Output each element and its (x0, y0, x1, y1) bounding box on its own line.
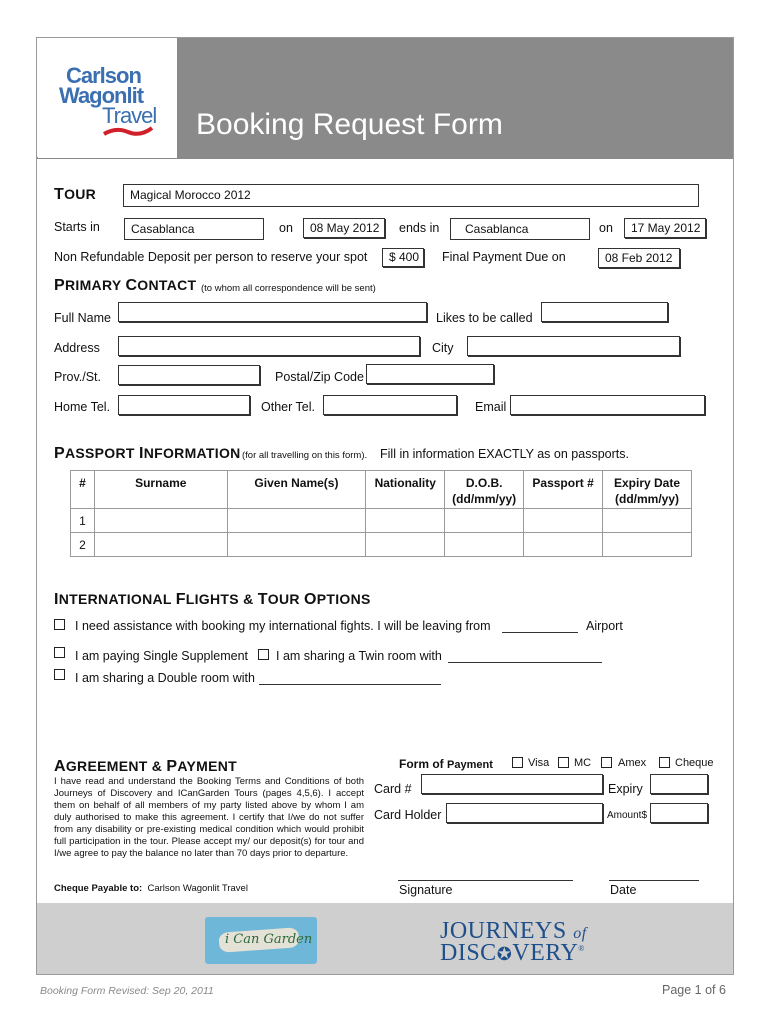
cheque-label: Cheque (675, 757, 714, 769)
expiry-cell[interactable] (603, 533, 692, 557)
col-given-names-header: Given Name(s) (227, 471, 366, 509)
row-number: 1 (71, 509, 95, 533)
col-dob-header: D.O.B. (dd/mm/yy) (445, 471, 524, 509)
logo-line-3: Travel (102, 103, 157, 128)
on-label-2: on (599, 221, 613, 235)
col-expiry-header: Expiry Date (dd/mm/yy) (603, 471, 692, 509)
flight-assistance-label: I need assistance with booking my international fights. I will be leaving from (75, 619, 491, 633)
likes-to-be-called-field[interactable] (541, 302, 668, 322)
prov-field[interactable] (118, 365, 260, 385)
other-tel-label: Other Tel. (261, 400, 315, 414)
table-row (71, 533, 692, 557)
primary-contact-heading: PRIMARY CONTACT (54, 277, 197, 294)
cheque-payable: Cheque Payable to: Carlson Wagonlit Travel (54, 883, 248, 894)
dob-cell[interactable] (445, 533, 524, 557)
city-label: City (432, 341, 454, 355)
jod-logo-line-2: DISC✪VERY® (440, 940, 585, 966)
double-room-line[interactable] (259, 671, 441, 685)
expiry-field[interactable] (650, 774, 708, 794)
email-label: Email (475, 400, 507, 414)
deposit-field[interactable]: $ 400 (382, 248, 424, 267)
passport-header-row (71, 471, 692, 509)
card-number-field[interactable] (421, 774, 603, 794)
passport-cell[interactable] (524, 509, 603, 533)
home-tel-field[interactable] (118, 395, 250, 415)
visa-label: Visa (528, 757, 550, 769)
address-field[interactable] (118, 336, 420, 356)
surname-cell[interactable] (94, 533, 227, 557)
surname-cell[interactable] (94, 509, 227, 533)
prov-label: Prov./St. (54, 370, 102, 384)
page-number: Page 1 of 6 (662, 983, 726, 997)
col-passport-header: Passport # (524, 471, 603, 509)
col-surname-header: Surname (94, 471, 227, 509)
flights-heading: INTERNATIONAL FLIGHTS & TOUR OPTIONS (54, 591, 371, 608)
card-holder-label: Card Holder (374, 808, 442, 822)
starts-in-label: Starts in (54, 220, 100, 234)
col-nationality-header: Nationality (366, 471, 445, 509)
single-supplement-checkbox[interactable] (54, 647, 65, 658)
nationality-cell[interactable] (366, 509, 445, 533)
double-room-checkbox[interactable] (54, 669, 65, 680)
signature-label: Signature (399, 883, 453, 897)
start-date-field[interactable]: 08 May 2012 (303, 218, 385, 238)
passport-note: (for all travelling on this form). (242, 450, 368, 461)
full-name-field[interactable] (118, 302, 427, 322)
page-title: Booking Request Form (196, 108, 503, 141)
icangarden-text: i Can Garden (225, 932, 313, 947)
deposit-label: Non Refundable Deposit per person to reserve your spot (54, 250, 368, 264)
primary-contact-note: (to whom all correspondence will be sent) (201, 283, 376, 294)
city-field[interactable] (467, 336, 680, 356)
final-payment-label: Final Payment Due on (442, 250, 566, 264)
given-names-cell[interactable] (227, 509, 366, 533)
agreement-text: I have read and understand the Booking Terms and Conditions of both Journeys of Discovery and ICanGarden Tours (pages 4,5,6). I accept them on behalf of all members of my party listed above by whom I am duly authorised to make this agreement. I certify that I/we do not suffer from any disability or pre-existing medical condition which would prohibit full participation in the tour. Please accept my/ our deposit(s) for tour and I/we agree to pay the balance no later than 70 days prior to departure. (54, 776, 364, 859)
twin-room-label: I am sharing a Twin room with (276, 649, 442, 663)
flight-assistance-option (54, 617, 65, 635)
footer-band (37, 903, 733, 974)
single-supplement-option (54, 645, 65, 663)
logo-line-1: Carlson (66, 63, 141, 88)
departure-airport-line[interactable] (502, 619, 578, 633)
double-room-option (54, 667, 65, 685)
amount-field[interactable] (650, 803, 708, 823)
final-payment-field[interactable]: 08 Feb 2012 (598, 248, 680, 268)
end-date-field[interactable]: 17 May 2012 (624, 218, 706, 238)
card-number-label: Card # (374, 782, 412, 796)
amex-checkbox[interactable] (601, 757, 612, 768)
expiry-label: Expiry (608, 782, 643, 796)
table-row (71, 509, 692, 533)
cwt-logo (38, 38, 177, 158)
ends-in-label: ends in (399, 221, 440, 235)
passport-table (70, 470, 692, 557)
single-supplement-label: I am paying Single Supplement (75, 649, 249, 663)
agreement-heading: AGREEMENT & PAYMENT (54, 758, 238, 775)
compass-icon: ✪ (496, 944, 513, 964)
given-names-cell[interactable] (227, 533, 366, 557)
date-label: Date (610, 883, 637, 897)
other-tel-field[interactable] (323, 395, 457, 415)
passport-heading: PASSPORT INFORMATION (54, 445, 241, 462)
cheque-checkbox[interactable] (659, 757, 670, 768)
twin-room-line[interactable] (448, 649, 602, 663)
amount-label: Amount$ (607, 810, 648, 821)
amex-label: Amex (618, 757, 647, 769)
row-number: 2 (71, 533, 95, 557)
tour-name-field[interactable]: Magical Morocco 2012 (123, 184, 699, 207)
on-label-1: on (279, 221, 293, 235)
postal-field[interactable] (366, 364, 494, 384)
postal-label: Postal/Zip Code (275, 370, 364, 384)
card-holder-field[interactable] (446, 803, 603, 823)
passport-instruction: Fill in information EXACTLY as on passports. (380, 447, 629, 461)
address-label: Address (54, 341, 100, 355)
starts-in-field[interactable]: Casablanca (124, 218, 264, 240)
signature-line[interactable] (398, 868, 573, 881)
twin-room-checkbox[interactable] (258, 649, 269, 660)
mc-checkbox[interactable] (558, 757, 569, 768)
tour-heading: TOUR (54, 186, 97, 203)
mc-label: MC (574, 757, 592, 769)
full-name-label: Full Name (54, 311, 111, 325)
dob-cell[interactable] (445, 509, 524, 533)
logo-swoosh-icon (102, 125, 154, 137)
email-field[interactable] (510, 395, 705, 415)
icangarden-logo (205, 917, 317, 964)
form-of-payment-label: Form of Payment (399, 757, 493, 771)
flight-assistance-checkbox[interactable] (54, 619, 65, 630)
ends-in-field[interactable]: Casablanca (450, 218, 590, 240)
double-room-label: I am sharing a Double room with (75, 671, 255, 685)
col-number-header: # (71, 471, 95, 509)
visa-checkbox[interactable] (512, 757, 523, 768)
logo-line-2: Wagonlit (59, 83, 144, 108)
expiry-cell[interactable] (603, 509, 692, 533)
passport-cell[interactable] (524, 533, 603, 557)
nationality-cell[interactable] (366, 533, 445, 557)
twin-room-option (258, 647, 269, 665)
airport-label: Airport (586, 619, 623, 633)
revision-note: Booking Form Revised: Sep 20, 2011 (40, 985, 214, 997)
likes-to-be-called-label: Likes to be called (436, 311, 533, 325)
date-line[interactable] (609, 868, 699, 881)
home-tel-label: Home Tel. (54, 400, 111, 414)
jod-logo-line-1: JOURNEYS of (440, 918, 587, 944)
